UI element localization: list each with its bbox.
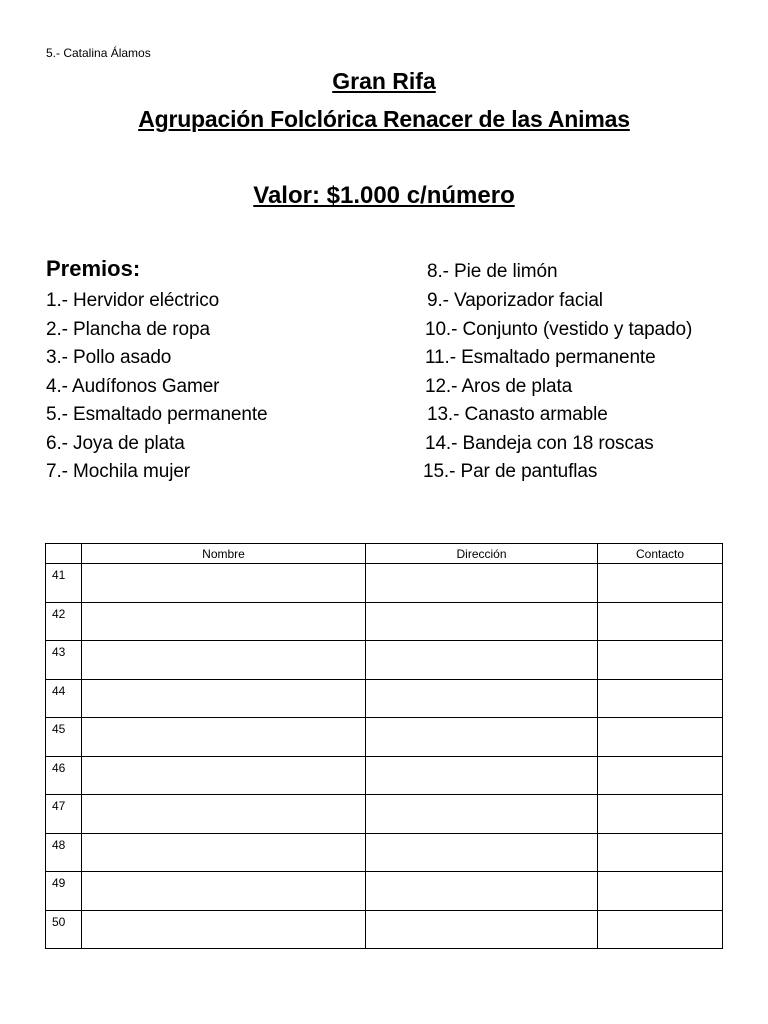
- table-row: [46, 756, 723, 795]
- name-cell[interactable]: [82, 602, 366, 641]
- seller-label: 5.- Catalina Álamos: [46, 46, 151, 60]
- table-row: [46, 833, 723, 872]
- address-cell[interactable]: [366, 564, 598, 603]
- prizes-heading: Premios:: [46, 256, 141, 281]
- ticket-number: 47: [46, 795, 82, 834]
- contact-cell[interactable]: [598, 679, 723, 718]
- ticket-number: 42: [46, 602, 82, 641]
- prize-item: 14.- Bandeja con 18 roscas: [425, 433, 654, 454]
- header-contact: Contacto: [598, 544, 723, 564]
- ticket-number: 44: [46, 679, 82, 718]
- contact-cell[interactable]: [598, 602, 723, 641]
- prize-item: 8.- Pie de limón: [427, 261, 558, 282]
- address-cell[interactable]: [366, 602, 598, 641]
- prize-item: 1.- Hervidor eléctrico: [46, 290, 220, 311]
- name-cell[interactable]: [82, 679, 366, 718]
- name-cell[interactable]: [82, 795, 366, 834]
- prize-item: 2.- Plancha de ropa: [46, 319, 210, 340]
- contact-cell[interactable]: [598, 756, 723, 795]
- table-row: [46, 795, 723, 834]
- raffle-title: Gran Rifa: [332, 68, 436, 94]
- organization-title: Agrupación Folclórica Renacer de las Animas: [138, 106, 630, 132]
- address-cell[interactable]: [366, 833, 598, 872]
- prize-item: 4.- Audífonos Gamer: [46, 376, 220, 397]
- contact-cell[interactable]: [598, 872, 723, 911]
- prize-item: 15.- Par de pantuflas: [423, 461, 598, 482]
- prize-item: 3.- Pollo asado: [46, 347, 172, 368]
- address-cell[interactable]: [366, 679, 598, 718]
- prize-item: 13.- Canasto armable: [427, 404, 608, 425]
- table-row: [46, 872, 723, 911]
- name-cell[interactable]: [82, 910, 366, 949]
- table-row: [46, 679, 723, 718]
- contact-cell[interactable]: [598, 564, 723, 603]
- ticket-number: 49: [46, 872, 82, 911]
- contact-cell[interactable]: [598, 795, 723, 834]
- name-cell[interactable]: [82, 756, 366, 795]
- address-cell[interactable]: [366, 910, 598, 949]
- header-name: Nombre: [82, 544, 366, 564]
- address-cell[interactable]: [366, 795, 598, 834]
- table-row: [46, 910, 723, 949]
- ticket-number: 45: [46, 718, 82, 757]
- prize-item: 12.- Aros de plata: [425, 376, 573, 397]
- address-cell[interactable]: [366, 872, 598, 911]
- name-cell[interactable]: [82, 833, 366, 872]
- name-cell[interactable]: [82, 718, 366, 757]
- name-cell[interactable]: [82, 564, 366, 603]
- table-header-row: [46, 544, 723, 564]
- table-row: [46, 641, 723, 680]
- contact-cell[interactable]: [598, 641, 723, 680]
- name-cell[interactable]: [82, 641, 366, 680]
- contact-cell[interactable]: [598, 910, 723, 949]
- table-row: [46, 602, 723, 641]
- prize-item: 11.- Esmaltado permanente: [425, 347, 656, 368]
- price-title: Valor: $1.000 c/número: [253, 182, 515, 209]
- prize-item: 5.- Esmaltado permanente: [46, 404, 268, 425]
- contact-cell[interactable]: [598, 833, 723, 872]
- contact-cell[interactable]: [598, 718, 723, 757]
- ticket-number: 41: [46, 564, 82, 603]
- header-address: Dirección: [366, 544, 598, 564]
- address-cell[interactable]: [366, 641, 598, 680]
- table-row: [46, 564, 723, 603]
- ticket-number: 43: [46, 641, 82, 680]
- buyers-table: [45, 543, 723, 949]
- prize-item: 6.- Joya de plata: [46, 433, 185, 454]
- prize-item: 7.- Mochila mujer: [46, 461, 191, 482]
- header-number: [46, 544, 82, 564]
- ticket-number: 48: [46, 833, 82, 872]
- table-row: [46, 718, 723, 757]
- prize-item: 10.- Conjunto (vestido y tapado): [425, 319, 693, 340]
- ticket-number: 46: [46, 756, 82, 795]
- address-cell[interactable]: [366, 756, 598, 795]
- prize-item: 9.- Vaporizador facial: [427, 290, 603, 311]
- name-cell[interactable]: [82, 872, 366, 911]
- ticket-number: 50: [46, 910, 82, 949]
- address-cell[interactable]: [366, 718, 598, 757]
